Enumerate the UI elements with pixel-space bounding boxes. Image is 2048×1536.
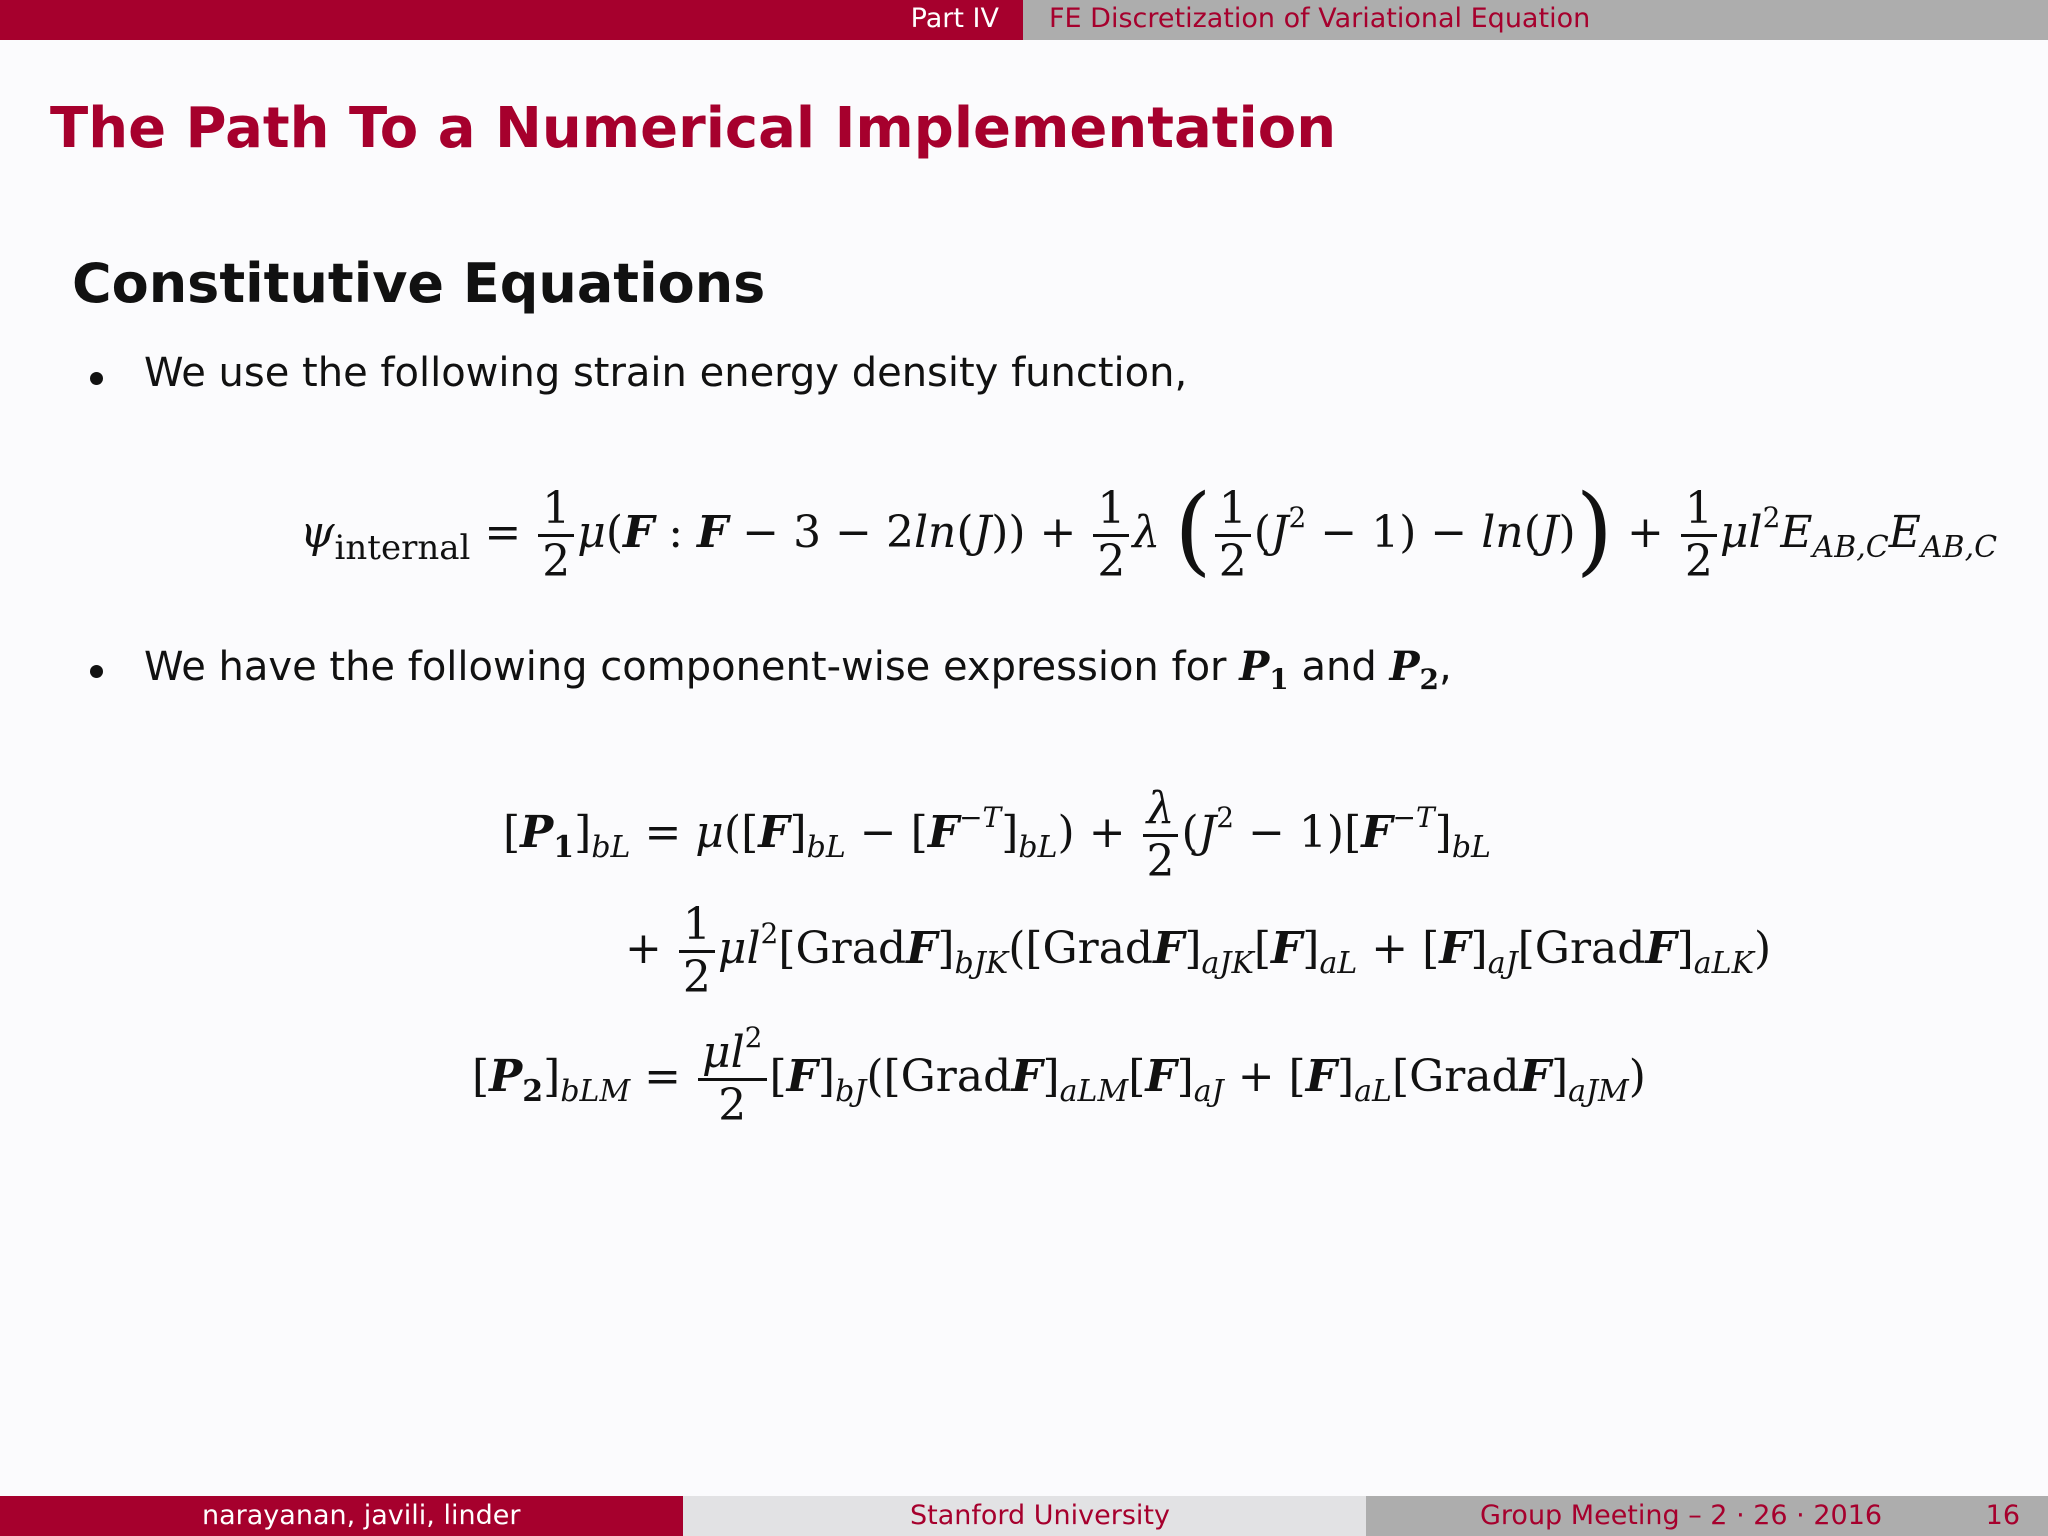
symbol-p2: $P_2$ — [1389, 643, 1440, 696]
header-section[interactable]: FE Discretization of Variational Equation — [1049, 3, 1591, 34]
bullet-dot — [90, 372, 103, 385]
header-left-band — [0, 0, 1023, 40]
bullet-1-text: We use the following strain energy density function, — [144, 350, 1188, 396]
footer-bar — [0, 1496, 2048, 1536]
slide-subtitle: Constitutive Equations — [72, 252, 766, 315]
equation-p1-line2: + $\frac{1}{2}$ $\mu l^2[GradF]_{bJK}([GradF]_{aJK}[F]_{aL}$ + $[F]_{aJ}[GradF]_{aLK}$) — [625, 899, 1772, 1003]
bullet-2-text: We have the following component-wise expression for $P_1$ and $P_2$, — [144, 643, 1452, 696]
footer-authors-band — [0, 1496, 683, 1536]
bullet-2-and: and — [1301, 644, 1377, 690]
symbol-p1: $P_1$ — [1239, 643, 1289, 696]
header-part[interactable]: Part IV — [910, 3, 999, 34]
equation-p2: $[P_2]_{bLM}$ = $\frac{\mu l^2}{2}$ $[F]_{bJ}([GradF]_{aLM}[F]_{aJ}$ + $[F]_{aL}[GradF]_{aJM}$) — [472, 1021, 1646, 1131]
footer-event: Group Meeting – 2 · 26 · 2016 — [1480, 1500, 1883, 1531]
footer-page-number: 16 — [1985, 1500, 2020, 1531]
footer-event-band — [1366, 1496, 2048, 1536]
footer-institution: Stanford University — [910, 1500, 1170, 1531]
equation-psi: $\psi_{internal}$ = $\frac{1}{2}$ μ(F : F − 3 − 2ln(J)) + $\frac{1}{2}$ λ ( $\frac{1}{2}$ $(J^2 - 1) - \ln(J)$) + $\frac{1}{2}$ $\mu l^2E_{AB,C}E_{AB,C}$ — [300, 473, 1998, 587]
bullet-2-lead: We have the following component-wise expression for — [144, 644, 1227, 690]
footer-authors: narayanan, javili, linder — [202, 1500, 521, 1531]
slide-title: The Path To a Numerical Implementation — [50, 96, 1337, 161]
bullet-dot — [90, 665, 103, 678]
header-bar — [0, 0, 2048, 40]
equation-p1-line1: $[P_1]_{bL} = \mu([F]_{bL} - [F^{-T}]_{bL})$ + $\frac{\lambda}{2}$ $(J^2 - 1)[F^{-T}]_{bL}$ — [503, 783, 1491, 887]
footer-institution-band — [683, 1496, 1366, 1536]
